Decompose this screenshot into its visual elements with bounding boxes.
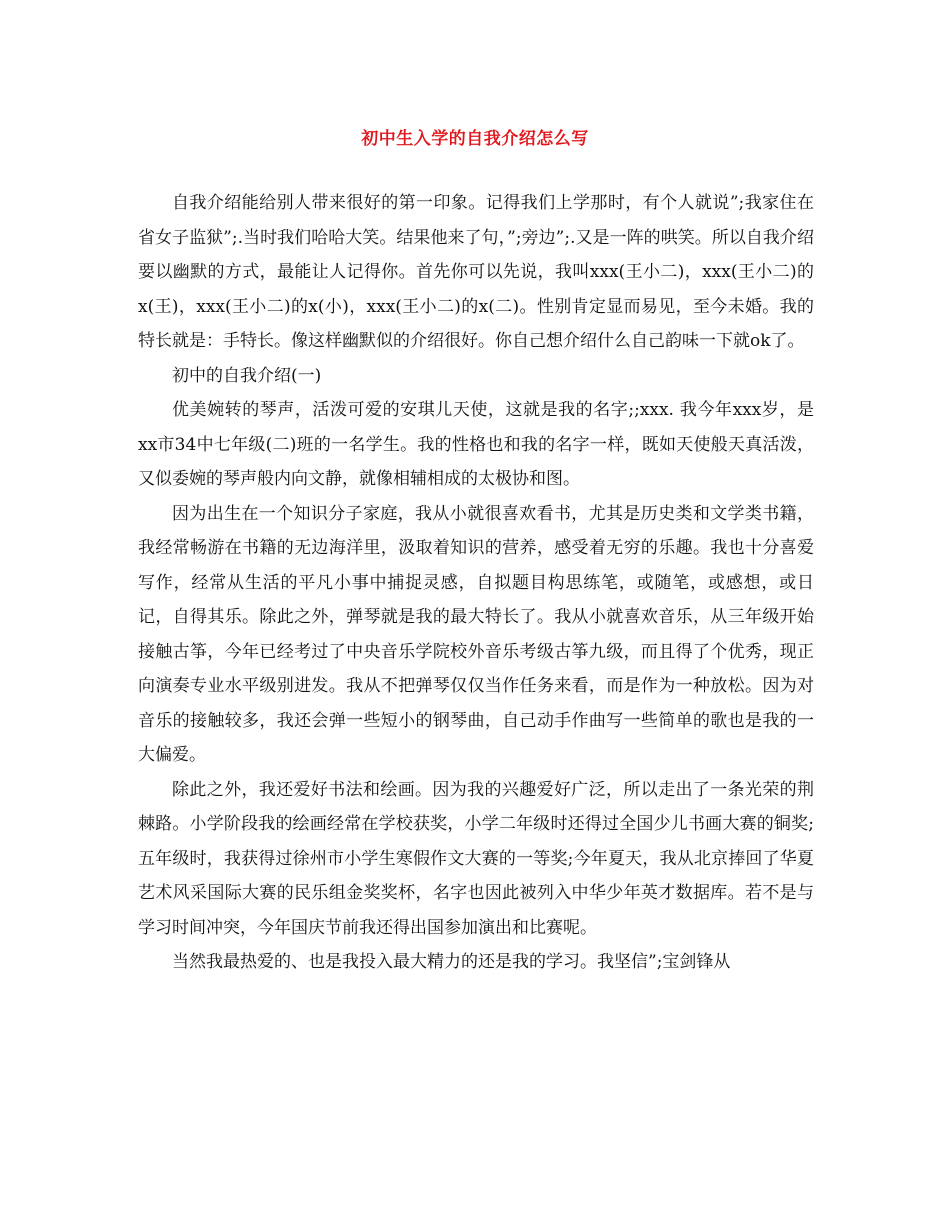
- paragraph-name: 优美婉转的琴声，活泼可爱的安琪儿天使，这就是我的名字;;xxx. 我今年xxx岁，是xx市34中七年级(二)班的一名学生。我的性格也和我的名字一样，既如天使般天真活泼，又似委婉的琴声般内向文静，就像相辅相成的太极协和图。: [138, 400, 814, 489]
- document-title: 初中生入学的自我介绍怎么写: [361, 129, 589, 149]
- document-body: [138, 186, 814, 980]
- paragraph-study: 当然我最热爱的、也是我投入最大精力的还是我的学习。我坚信”;宝剑锋从: [172, 952, 731, 972]
- section-heading: 初中的自我介绍(一): [172, 365, 322, 386]
- paragraph-intro: 自我介绍能给别人带来很好的第一印象。记得我们上学那时，有个人就说”;我家住在省女子监狱”;.当时我们哈哈大笑。结果他来了句，”;旁边”;.又是一阵的哄笑。所以自我介绍要以幽默的方式，最能让人记得你。首先你可以先说，我叫xxx(王小二)，xxx(王小二)的x(王)，xxx(王小二)的x(小)，xxx(王小二)的x(二)。性别肯定显而易见，至今未婚。我的特长就是：手特长。像这样幽默似的介绍很好。你自己想介绍什么自己韵味一下就ok了。: [138, 193, 814, 351]
- paragraph-hobbies: 因为出生在一个知识分子家庭，我从小就很喜欢看书，尤其是历史类和文学类书籍，我经常畅游在书籍的无边海洋里，汲取着知识的营养，感受着无穷的乐趣。我也十分喜爱写作，经常从生活的平凡小事中捕捉灵感，自拟题目构思练笔，或随笔，或感想，或日记，自得其乐。除此之外，弹琴就是我的最大特长了。我从小就喜欢音乐，从三年级开始接触古筝，今年已经考过了中央音乐学院校外音乐考级古筝九级，而且得了个优秀，现正向演奏专业水平级别进发。我从不把弹琴仅仅当作任务来看，而是作为一种放松。因为对音乐的接触较多，我还会弹一些短小的钢琴曲，自己动手作曲写一些简单的歌也是我的一大偏爱。: [138, 503, 814, 765]
- paragraph-awards: 除此之外，我还爱好书法和绘画。因为我的兴趣爱好广泛，所以走出了一条光荣的荆棘路。小学阶段我的绘画经常在学校获奖，小学二年级时还得过全国少儿书画大赛的铜奖;五年级时，我获得过徐州市小学生寒假作文大赛的一等奖;今年夏天，我从北京捧回了华夏艺术风采国际大赛的民乐组金奖奖杯，名字也因此被列入中华少年英才数据库。若不是与学习时间冲突，今年国庆节前我还得出国参加演出和比赛呢。: [138, 779, 814, 938]
